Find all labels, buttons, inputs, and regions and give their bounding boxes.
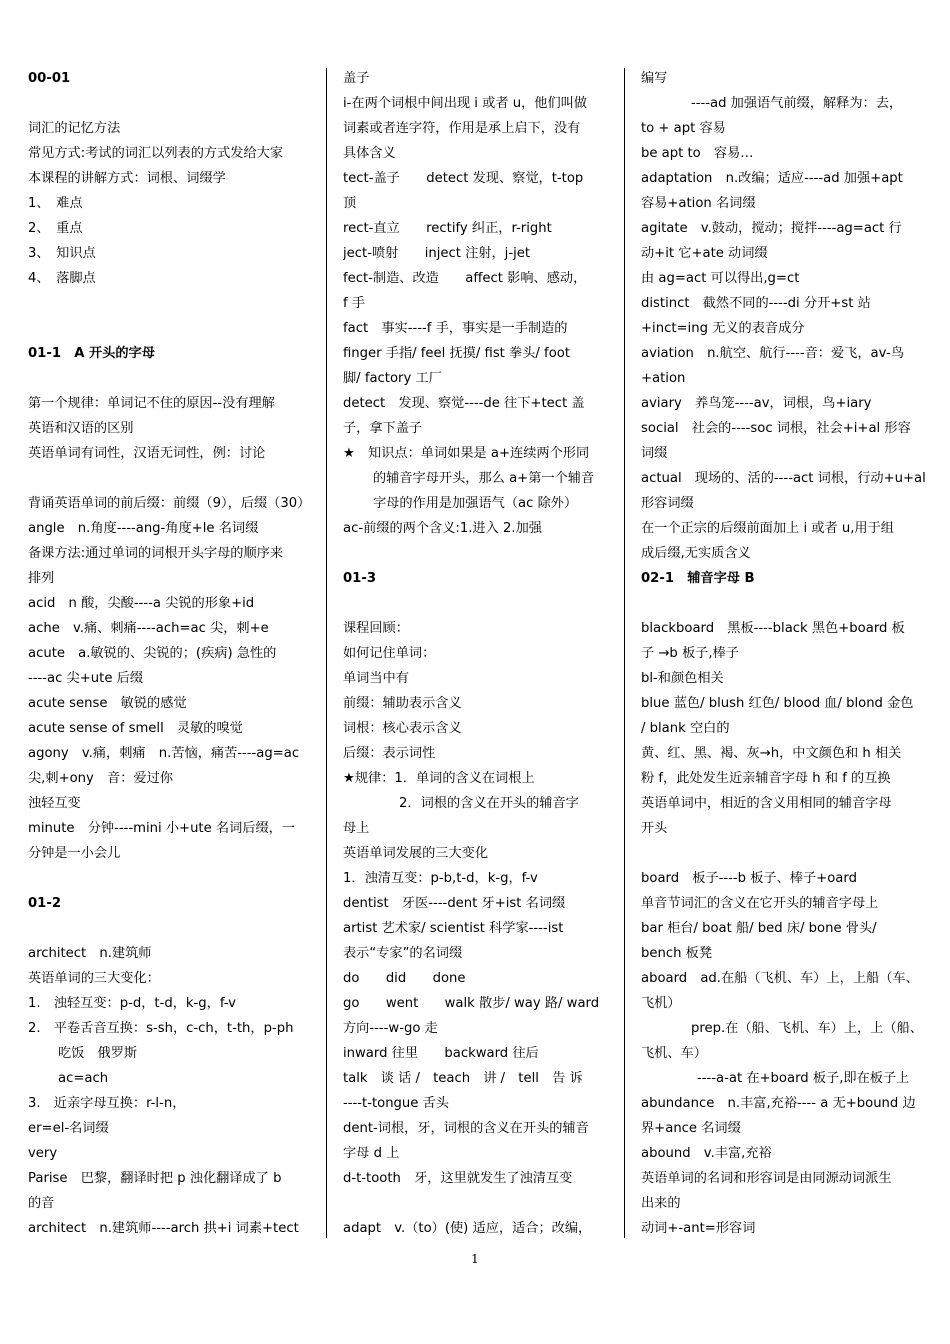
text-line: 分钟是一小会儿 bbox=[28, 846, 121, 861]
text-line: 1、 难点 bbox=[28, 196, 83, 211]
text-line: 词根：核心表示含义 bbox=[343, 721, 462, 736]
text-line: 吃饭 俄罗斯 bbox=[58, 1046, 138, 1061]
blank-line bbox=[343, 541, 628, 566]
text-line: 由 ag=act 可以得出,g=ct bbox=[641, 271, 800, 286]
text-line: to + apt 容易 bbox=[641, 121, 726, 136]
text-line: angle n.角度----ang-角度+le 名词缀 bbox=[28, 521, 259, 536]
text-line: adapt v.（to）(使) 适应，适合；改编， bbox=[343, 1221, 592, 1236]
text-line: do did done bbox=[343, 971, 466, 986]
text-line: rect-直立 rectify 纠正，r-right bbox=[343, 221, 552, 236]
text-line: 动词+-ant=形容词 bbox=[641, 1221, 756, 1236]
text-line: 词素或者连字符，作用是承上启下，没有 bbox=[343, 121, 581, 136]
text-line: bar 柜台/ boat 船/ bed 床/ bone 骨头/ bbox=[641, 921, 877, 936]
text-line: 第一个规律：单词记不住的原因--没有理解 bbox=[28, 396, 275, 411]
text-line: 黄、红、黑、褐、灰→h，中文颜色和 h 相关 bbox=[641, 746, 902, 761]
text-line: 3、 知识点 bbox=[28, 246, 96, 261]
text-line: 成后缀,无实质含义 bbox=[641, 546, 751, 561]
text-line: aviary 养鸟笼----av，词根，鸟+iary bbox=[641, 396, 872, 411]
text-line: 1. 浊轻互变：p-d，t-d，k-g，f-v bbox=[28, 996, 236, 1011]
text-line: 在一个正宗的后缀前面加上 i 或者 u,用于组 bbox=[641, 521, 894, 536]
text-line: minute 分钟----mini 小+ute 名词后缀，一 bbox=[28, 821, 296, 836]
text-line: inward 往里 backward 往后 bbox=[343, 1046, 539, 1061]
text-line: dent-词根，牙，词根的含义在开头的辅音 bbox=[343, 1121, 589, 1136]
text-line: acute a.敏锐的、尖锐的；(疾病) 急性的 bbox=[28, 646, 277, 661]
text-line: distinct 截然不同的----di 分开+st 站 bbox=[641, 296, 871, 311]
text-line: adaptation n.改编；适应----ad 加强+apt bbox=[641, 171, 903, 186]
text-line: 单音节词汇的含义在它开头的辅音字母上 bbox=[641, 896, 879, 911]
text-line: 2．词根的含义在开头的辅音字 bbox=[399, 796, 579, 811]
blank-line bbox=[28, 291, 313, 316]
text-line: 排列 bbox=[28, 571, 55, 586]
text-line: i-在两个词根中间出现 i 或者 u，他们叫做 bbox=[343, 96, 588, 111]
text-line: 编写 bbox=[641, 71, 668, 86]
text-line: 方向----w-go 走 bbox=[343, 1021, 438, 1036]
text-line: social 社会的----soc 词根，社会+i+al 形容 bbox=[641, 421, 911, 436]
text-line: ----ac 尖+ute 后缀 bbox=[28, 671, 144, 686]
text-line: agitate v.鼓动，搅动；搅拌----ag=act 行 bbox=[641, 221, 902, 236]
blank-line bbox=[28, 316, 313, 341]
text-line: 英语和汉语的区别 bbox=[28, 421, 134, 436]
column-3 bbox=[641, 66, 926, 1241]
text-line: ----t-tongue 舌头 bbox=[343, 1096, 449, 1111]
text-line: 1．浊清互变：p-b,t-d，k-g，f-v bbox=[343, 871, 538, 886]
text-line: 英语单词中，相近的含义用相同的辅音字母 bbox=[641, 796, 892, 811]
text-line: actual 现场的、活的----act 词根，行动+u+al bbox=[641, 471, 926, 486]
text-line: 如何记住单词： bbox=[343, 646, 436, 661]
page-number: 1 bbox=[471, 1252, 479, 1266]
text-line: 子，拿下盖子 bbox=[343, 421, 423, 436]
text-line: 常见方式:考试的词汇以列表的方式发给大家 bbox=[28, 146, 284, 161]
text-line: ache v.痛、刺痛----ach=ac 尖，刺+e bbox=[28, 621, 269, 636]
text-line: 后缀：表示词性 bbox=[343, 746, 436, 761]
text-line: abound v.丰富,充裕 bbox=[641, 1146, 772, 1161]
text-line: blue 蓝色/ blush 红色/ blood 血/ blond 金色 bbox=[641, 696, 914, 711]
text-line: architect n.建筑师 bbox=[28, 946, 152, 961]
text-line: 浊轻互变 bbox=[28, 796, 81, 811]
text-line: be apt to 容易… bbox=[641, 146, 754, 161]
text-line: 词汇的记忆方法 bbox=[28, 121, 121, 136]
text-line: 2、 重点 bbox=[28, 221, 83, 236]
text-line: acute sense 敏锐的感觉 bbox=[28, 696, 187, 711]
text-line: 2. 平卷舌音互换：s-sh，c-ch，t-th，p-ph bbox=[28, 1021, 294, 1036]
text-line: 具体含义 bbox=[343, 146, 396, 161]
text-line: fect-制造、改造 affect 影响、感动， bbox=[343, 271, 587, 286]
text-line: 形容词缀 bbox=[641, 496, 694, 511]
section-heading: 01-2 bbox=[28, 896, 62, 911]
column-1 bbox=[28, 66, 313, 1241]
text-line: 英语单词发展的三大变化 bbox=[343, 846, 489, 861]
blank-line bbox=[28, 916, 313, 941]
text-line: acute sense of smell 灵敏的嗅觉 bbox=[28, 721, 243, 736]
text-line: 母上 bbox=[343, 821, 370, 836]
blank-line bbox=[641, 591, 926, 616]
text-line: 单词当中有 bbox=[343, 671, 409, 686]
text-line: 表示“专家”的名词缀 bbox=[343, 946, 463, 961]
text-line: acid n 酸，尖酸----a 尖锐的形象+id bbox=[28, 596, 255, 611]
blank-line bbox=[28, 366, 313, 391]
column-divider-1 bbox=[326, 68, 327, 1238]
text-line: 盖子 bbox=[343, 71, 370, 86]
text-line: 尖,刺+ony 音：爱过你 bbox=[28, 771, 173, 786]
text-line: +inct=ing 无义的表音成分 bbox=[641, 321, 805, 336]
text-line: bench 板凳 bbox=[641, 946, 713, 961]
text-line: 飞机） bbox=[641, 996, 681, 1011]
blank-line bbox=[343, 1191, 628, 1216]
text-line: ac-前缀的两个含义:1.进入 2.加强 bbox=[343, 521, 542, 536]
text-line: bl-和颜色相关 bbox=[641, 671, 724, 686]
text-line: very bbox=[28, 1146, 58, 1161]
text-line: agony v.痛，刺痛 n.苦恼，痛苦----ag=ac bbox=[28, 746, 300, 761]
text-line: 容易+ation 名词缀 bbox=[641, 196, 756, 211]
text-line: ject-喷射 inject 注射，j-jet bbox=[343, 246, 531, 261]
text-line: ★规律：1．单词的含义在词根上 bbox=[343, 771, 535, 786]
text-line: 备课方法:通过单词的词根开头字母的顺序来 bbox=[28, 546, 284, 561]
text-line: d-t-tooth 牙，这里就发生了浊清互变 bbox=[343, 1171, 573, 1186]
text-line: aviation n.航空、航行----音：爱飞，av-鸟 bbox=[641, 346, 905, 361]
text-line: 字母的作用是加强语气（ac 除外） bbox=[373, 496, 578, 511]
blank-line bbox=[641, 841, 926, 866]
text-line: artist 艺术家/ scientist 科学家----ist bbox=[343, 921, 564, 936]
text-line: fact 事实----f 手，事实是一手制造的 bbox=[343, 321, 568, 336]
text-line: architect n.建筑师----arch 拱+i 词素+tect bbox=[28, 1221, 299, 1236]
text-line: er=el-名词缀 bbox=[28, 1121, 109, 1136]
text-line: finger 手指/ feel 抚摸/ fist 拳头/ foot bbox=[343, 346, 571, 361]
section-heading: 01-1 A 开头的字母 bbox=[28, 346, 155, 361]
blank-line bbox=[28, 466, 313, 491]
text-line: ----a-at 在+board 板子,即在板子上 bbox=[697, 1071, 910, 1086]
text-line: 飞机、车） bbox=[641, 1046, 707, 1061]
text-line: ★ 知识点：单词如果是 a+连续两个形同 bbox=[343, 446, 590, 461]
text-line: 英语单词的名词和形容词是由同源动词派生 bbox=[641, 1171, 892, 1186]
blank-line bbox=[343, 591, 628, 616]
text-line: 开头 bbox=[641, 821, 668, 836]
text-line: 前缀：辅助表示含义 bbox=[343, 696, 462, 711]
text-line: / blank 空白的 bbox=[641, 721, 730, 736]
text-line: 课程回顾： bbox=[343, 621, 409, 636]
column-2 bbox=[343, 66, 628, 1241]
text-line: board 板子----b 板子、棒子+oard bbox=[641, 871, 857, 886]
text-line: 背诵英语单词的前后缀：前缀（9），后缀（30） bbox=[28, 496, 311, 511]
text-line: 动+it 它+ate 动词缀 bbox=[641, 246, 768, 261]
text-line: 脚/ factory 工厂 bbox=[343, 371, 442, 386]
text-line: 字母 d 上 bbox=[343, 1146, 400, 1161]
text-line: 4、 落脚点 bbox=[28, 271, 96, 286]
text-line: ----ad 加强语气前缀，解释为：去， bbox=[691, 96, 903, 111]
text-line: 界+ance 名词缀 bbox=[641, 1121, 741, 1136]
text-line: +ation bbox=[641, 371, 686, 386]
text-line: go went walk 散步/ way 路/ ward bbox=[343, 996, 600, 1011]
text-line: detect 发现、察觉----de 往下+tect 盖 bbox=[343, 396, 585, 411]
text-line: 出来的 bbox=[641, 1196, 681, 1211]
text-line: 词缀 bbox=[641, 446, 668, 461]
text-line: 英语单词有词性，汉语无词性，例：讨论 bbox=[28, 446, 266, 461]
text-line: 英语单词的三大变化： bbox=[28, 971, 160, 986]
text-line: 粉 f，此处发生近亲辅音字母 h 和 f 的互换 bbox=[641, 771, 891, 786]
text-line: f 手 bbox=[343, 296, 366, 311]
section-heading: 01-3 bbox=[343, 571, 377, 586]
text-line: 的辅音字母开头，那么 a+第一个辅音 bbox=[373, 471, 595, 486]
text-line: blackboard 黑板----black 黑色+board 板 bbox=[641, 621, 905, 636]
text-line: aboard ad.在船（飞机、车）上，上船（车、 bbox=[641, 971, 919, 986]
text-line: 的音 bbox=[28, 1196, 55, 1211]
blank-line bbox=[28, 866, 313, 891]
blank-line bbox=[28, 91, 313, 116]
section-heading: 02-1 辅音字母 B bbox=[641, 571, 755, 586]
text-line: abundance n.丰富,充裕---- a 无+bound 边 bbox=[641, 1096, 916, 1111]
text-line: tect-盖子 detect 发现、察觉，t-top bbox=[343, 171, 584, 186]
text-line: 3. 近亲字母互换：r-l-n， bbox=[28, 1096, 186, 1111]
section-heading: 00-01 bbox=[28, 71, 71, 86]
text-line: 本课程的讲解方式：词根、词缀学 bbox=[28, 171, 226, 186]
text-line: Parise 巴黎，翻译时把 p 浊化翻译成了 b bbox=[28, 1171, 282, 1186]
text-line: 子 →b 板子,棒子 bbox=[641, 646, 739, 661]
text-line: 顶 bbox=[343, 196, 357, 211]
text-line: dentist 牙医----dent 牙+ist 名词缀 bbox=[343, 896, 566, 911]
text-line: talk 谈 话 / teach 讲 / tell 告 诉 bbox=[343, 1071, 583, 1086]
text-line: prep.在（船、飞机、车）上，上（船、 bbox=[691, 1021, 923, 1036]
text-line: ac=ach bbox=[58, 1071, 109, 1086]
